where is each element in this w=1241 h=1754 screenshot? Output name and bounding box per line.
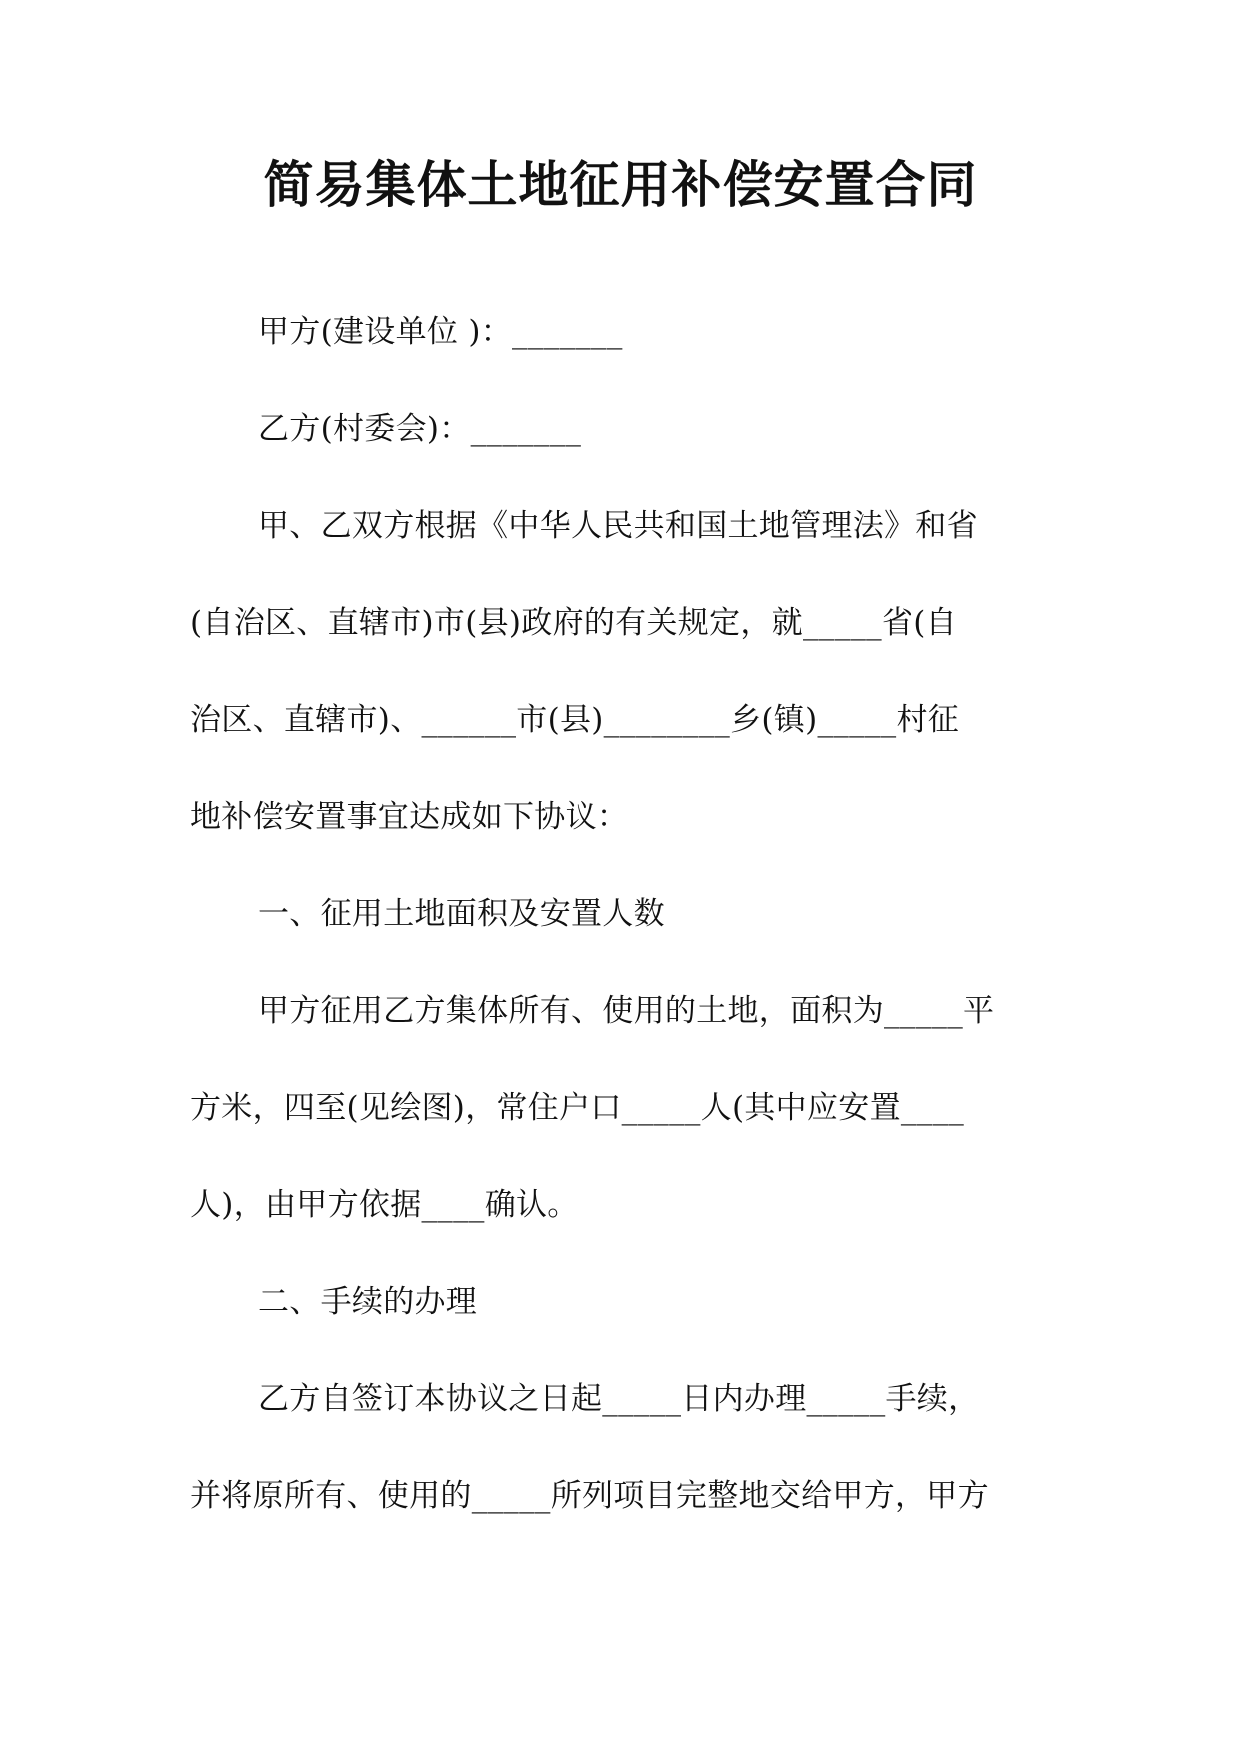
section-1-line-1: 甲方征用乙方集体所有、使用的土地，面积为_____平 — [258, 993, 995, 1029]
party-a-line: 甲方(建设单位 )：_______ — [258, 314, 623, 350]
section-2-line-1: 乙方自签订本协议之日起_____日内办理_____手续， — [258, 1381, 980, 1417]
preamble-line-4: 地补偿安置事宜达成如下协议： — [190, 799, 629, 835]
document-title: 简易集体土地征用补偿安置合同 — [263, 156, 978, 214]
party-b-line: 乙方(村委会)：_______ — [258, 411, 582, 447]
section-heading-1: 一、征用土地面积及安置人数 — [258, 896, 665, 932]
section-heading-2: 二、手续的办理 — [258, 1284, 478, 1320]
preamble-line-3: 治区、直辖市)、______市(县)________乡(镇)_____村征 — [190, 702, 960, 738]
section-1-line-3: 人)，由甲方依据____确认。 — [190, 1187, 579, 1223]
preamble-line-1: 甲、乙双方根据《中华人民共和国土地管理法》和省 — [258, 508, 978, 544]
preamble-line-2: (自治区、直辖市)市(县)政府的有关规定，就_____省(自 — [190, 605, 957, 641]
section-2-line-2: 并将原所有、使用的_____所列项目完整地交给甲方，甲方 — [190, 1478, 989, 1514]
section-1-line-2: 方米，四至(见绘图)，常住户口_____人(其中应安置____ — [190, 1090, 965, 1126]
